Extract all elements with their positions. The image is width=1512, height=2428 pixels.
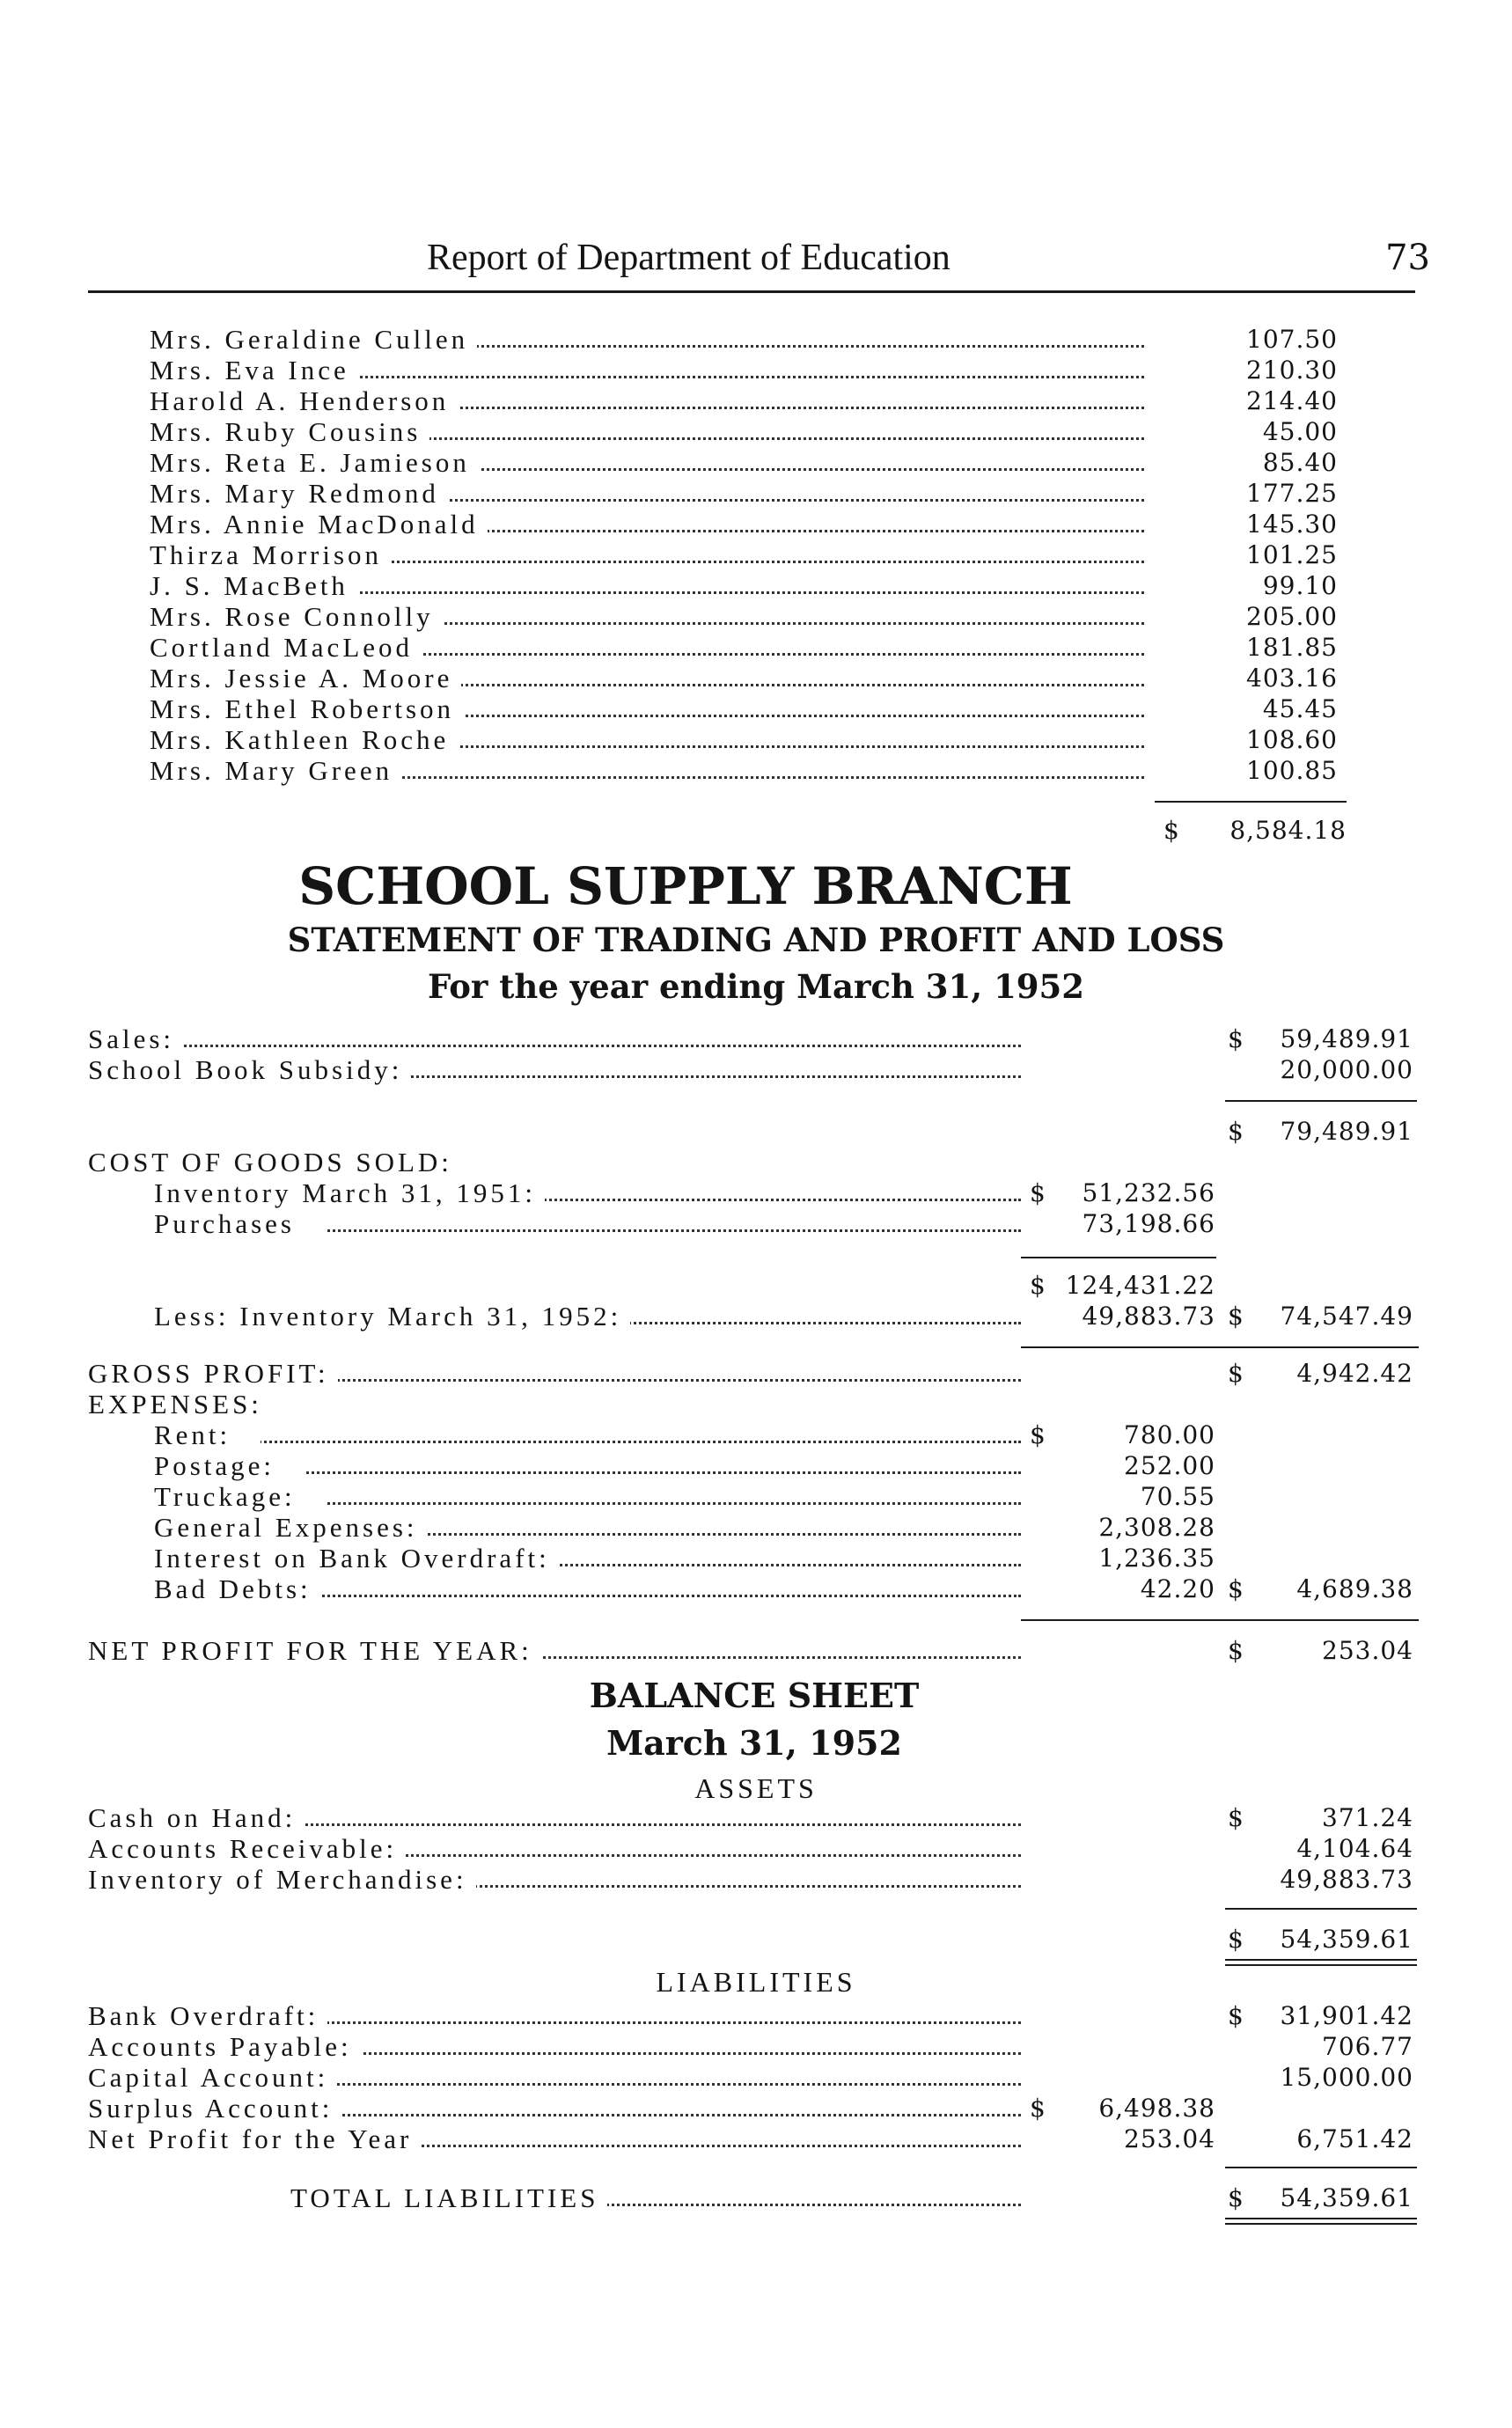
balance-sheet-date: March 31, 1952 — [606, 1723, 902, 1763]
dollar-sign: $ — [1030, 2094, 1046, 2123]
list-item — [0, 1543, 1512, 1574]
balance-sheet-title: BALANCE SHEET — [589, 1676, 920, 1715]
total-liabilities-row — [0, 2182, 1512, 2214]
net-profit-year-amount: 253.04 — [1124, 2124, 1215, 2153]
expense-label: General Expenses: — [154, 1512, 427, 1544]
payee-name: Mrs. Ethel Robertson — [150, 693, 463, 725]
list-item — [0, 1481, 1512, 1513]
dollar-sign: $ — [1228, 1925, 1244, 1954]
inventory-1951-amount: 51,232.56 — [1082, 1178, 1215, 1207]
list-item — [0, 385, 1512, 417]
list-item — [0, 1419, 1512, 1451]
liabilities-total-double-rule — [1225, 2218, 1417, 2219]
expense-amount: 2,308.28 — [1098, 1513, 1215, 1542]
less-inventory-row — [0, 1301, 1512, 1332]
cogs-heading: COST OF GOODS SOLD: — [88, 1147, 461, 1178]
surplus-account-row — [0, 2093, 1512, 2124]
dollar-sign: $ — [1228, 2001, 1244, 2030]
sales-label: Sales: — [88, 1023, 183, 1055]
cogs-subtotal-row — [0, 1270, 1512, 1302]
sales-amount: 59,489.91 — [1280, 1024, 1413, 1053]
list-item — [0, 1450, 1512, 1482]
less-inventory-amount: 49,883.73 — [1082, 1302, 1215, 1331]
revenue-rule — [1225, 1100, 1417, 1102]
net-profit-year-label: Net Profit for the Year — [88, 2124, 421, 2155]
dollar-sign: $ — [1030, 1271, 1046, 1300]
list-item — [0, 1573, 1512, 1605]
list-item — [0, 416, 1512, 448]
expense-label: Bad Debts: — [154, 1573, 320, 1605]
payee-amount: 205.00 — [1246, 602, 1338, 631]
payee-name: Mrs. Mary Redmond — [150, 478, 448, 510]
cogs-heading-row — [0, 1147, 1512, 1178]
expense-amount: 780.00 — [1124, 1420, 1215, 1449]
accounts-payable-label: Accounts Payable: — [88, 2031, 361, 2063]
dollar-sign: $ — [1228, 1636, 1244, 1665]
payee-amount: 107.50 — [1246, 325, 1338, 354]
payee-name: Mrs. Ruby Cousins — [150, 416, 429, 448]
net-profit-label: NET PROFIT FOR THE YEAR: — [88, 1635, 541, 1667]
payee-total-rule — [1155, 801, 1347, 803]
total-liabilities-label: TOTAL LIABILITIES — [290, 2182, 607, 2214]
payee-amount: 177.25 — [1246, 479, 1338, 508]
payee-amount: 210.30 — [1246, 356, 1338, 385]
expenses-total-amount: 4,689.38 — [1296, 1574, 1413, 1603]
payee-name: Mrs. Reta E. Jamieson — [150, 447, 479, 479]
payee-name: Mrs. Jessie A. Moore — [150, 663, 461, 694]
asset-label: Inventory of Merchandise: — [88, 1864, 476, 1896]
inventory-1951-label: Inventory March 31, 1951: — [154, 1177, 545, 1209]
sales-row — [0, 1023, 1512, 1055]
assets-total-row — [0, 1924, 1512, 1955]
liabilities-total-double-rule — [1225, 2223, 1417, 2225]
gross-profit-label: GROSS PROFIT: — [88, 1358, 338, 1390]
net-profit-rule — [1021, 1619, 1419, 1621]
gross-profit-rule — [1021, 1346, 1419, 1348]
payee-amount: 403.16 — [1246, 664, 1338, 693]
net-profit-amount: 253.04 — [1322, 1636, 1413, 1665]
purchases-row — [0, 1208, 1512, 1240]
header-rule — [88, 290, 1415, 293]
asset-label: Accounts Receivable: — [88, 1833, 406, 1865]
list-item — [0, 724, 1512, 756]
accounts-payable-amount: 706.77 — [1322, 2032, 1413, 2061]
payee-name: Mrs. Kathleen Roche — [150, 724, 458, 756]
dollar-sign: $ — [1228, 2183, 1244, 2212]
dollar-sign: $ — [1163, 816, 1179, 845]
payee-name: J. S. MacBeth — [150, 570, 357, 602]
running-header-title: Report of Department of Education — [427, 238, 951, 278]
asset-amount: 371.24 — [1322, 1803, 1413, 1832]
list-item — [0, 601, 1512, 633]
list-item — [0, 663, 1512, 694]
expense-amount: 42.20 — [1140, 1574, 1215, 1603]
net-profit-row — [0, 1635, 1512, 1667]
expense-amount: 70.55 — [1140, 1482, 1215, 1511]
list-item — [0, 632, 1512, 664]
expenses-heading: EXPENSES: — [88, 1389, 271, 1420]
payee-name: Mrs. Annie MacDonald — [150, 509, 488, 540]
payee-name: Thirza Morrison — [150, 539, 391, 571]
list-item — [0, 1833, 1512, 1865]
payee-name: Mrs. Rose Connolly — [150, 601, 443, 633]
payee-name: Mrs. Eva Ince — [150, 355, 358, 386]
expense-amount: 252.00 — [1124, 1451, 1215, 1480]
subsidy-label: School Book Subsidy: — [88, 1054, 411, 1086]
payee-amount: 45.00 — [1262, 417, 1338, 446]
list-item — [0, 1864, 1512, 1896]
dollar-sign: $ — [1228, 1574, 1244, 1603]
payee-amount: 45.45 — [1262, 694, 1338, 723]
cogs-subtotal-amount: 124,431.22 — [1065, 1271, 1215, 1300]
capital-account-label: Capital Account: — [88, 2062, 337, 2094]
asset-amount: 4,104.64 — [1296, 1834, 1413, 1863]
list-item — [0, 509, 1512, 540]
inventory-1951-row — [0, 1177, 1512, 1209]
asset-amount: 49,883.73 — [1280, 1865, 1413, 1894]
cogs-rule — [1021, 1257, 1216, 1258]
expense-label: Postage: — [154, 1450, 305, 1482]
payee-name: Harold A. Henderson — [150, 385, 458, 417]
statement-title: STATEMENT OF TRADING AND PROFIT AND LOSS — [287, 921, 1225, 959]
assets-total-double-rule — [1225, 1959, 1417, 1961]
expense-label: Truckage: — [154, 1481, 326, 1513]
gross-profit-amount: 4,942.42 — [1296, 1359, 1413, 1388]
surplus-account-amount: 6,498.38 — [1098, 2094, 1215, 2123]
payee-amount: 101.25 — [1246, 540, 1338, 569]
assets-heading: ASSETS — [694, 1772, 818, 1804]
statement-period: For the year ending March 31, 1952 — [427, 967, 1085, 1006]
cogs-total-amount: 74,547.49 — [1280, 1302, 1413, 1331]
expense-amount: 1,236.35 — [1098, 1544, 1215, 1573]
bank-overdraft-row — [0, 2000, 1512, 2032]
dollar-sign: $ — [1228, 1117, 1244, 1146]
list-item — [0, 478, 1512, 510]
revenue-total-row — [0, 1116, 1512, 1148]
subsidy-amount: 20,000.00 — [1280, 1055, 1413, 1084]
purchases-amount: 73,198.66 — [1082, 1209, 1215, 1238]
surplus-total-amount: 6,751.42 — [1296, 2124, 1413, 2153]
capital-account-amount: 15,000.00 — [1280, 2063, 1413, 2092]
assets-total-rule — [1225, 1908, 1417, 1910]
payee-amount: 214.40 — [1246, 386, 1338, 415]
bank-overdraft-amount: 31,901.42 — [1280, 2001, 1413, 2030]
list-item — [0, 1512, 1512, 1544]
capital-account-row — [0, 2062, 1512, 2094]
payee-amount: 108.60 — [1246, 725, 1338, 754]
list-item — [0, 693, 1512, 725]
list-item — [0, 755, 1512, 787]
bank-overdraft-label: Bank Overdraft: — [88, 2000, 327, 2032]
payee-amount: 85.40 — [1262, 448, 1338, 477]
dollar-sign: $ — [1228, 1803, 1244, 1832]
liabilities-total-rule — [1225, 2167, 1417, 2168]
net-profit-year-row — [0, 2124, 1512, 2155]
dollar-sign: $ — [1228, 1024, 1244, 1053]
list-item — [0, 570, 1512, 602]
payees-total-amount: 8,584.18 — [1229, 816, 1347, 845]
subsidy-row — [0, 1054, 1512, 1086]
payee-name: Mrs. Mary Green — [150, 755, 401, 787]
dollar-sign: $ — [1228, 1302, 1244, 1331]
less-inventory-label: Less: Inventory March 31, 1952: — [154, 1301, 630, 1332]
dollar-sign: $ — [1030, 1420, 1046, 1449]
liabilities-heading: LIABILITIES — [656, 1966, 856, 1998]
payee-amount: 181.85 — [1246, 633, 1338, 662]
list-item — [0, 1802, 1512, 1834]
total-liabilities-amount: 54,359.61 — [1280, 2183, 1413, 2212]
dollar-sign: $ — [1030, 1178, 1046, 1207]
list-item — [0, 539, 1512, 571]
branch-title: SCHOOL SUPPLY BRANCH — [298, 856, 1073, 916]
payees-total-row — [0, 815, 1512, 847]
expense-label: Interest on Bank Overdraft: — [154, 1543, 559, 1574]
expense-label: Rent: — [154, 1419, 261, 1451]
asset-label: Cash on Hand: — [88, 1802, 305, 1834]
page-number: 73 — [1385, 238, 1430, 278]
gross-profit-row — [0, 1358, 1512, 1390]
dollar-sign: $ — [1228, 1359, 1244, 1388]
payee-amount: 99.10 — [1262, 571, 1338, 600]
expenses-heading-row — [0, 1389, 1512, 1420]
payee-amount: 145.30 — [1246, 510, 1338, 539]
list-item — [0, 447, 1512, 479]
surplus-account-label: Surplus Account: — [88, 2093, 341, 2124]
accounts-payable-row — [0, 2031, 1512, 2063]
payee-name: Cortland MacLeod — [150, 632, 422, 664]
assets-total-amount: 54,359.61 — [1280, 1925, 1413, 1954]
payee-name: Mrs. Geraldine Cullen — [150, 324, 477, 356]
list-item — [0, 324, 1512, 356]
list-item — [0, 355, 1512, 386]
payee-amount: 100.85 — [1246, 756, 1338, 785]
revenue-total-amount: 79,489.91 — [1280, 1117, 1413, 1146]
purchases-label: Purchases — [154, 1208, 325, 1240]
